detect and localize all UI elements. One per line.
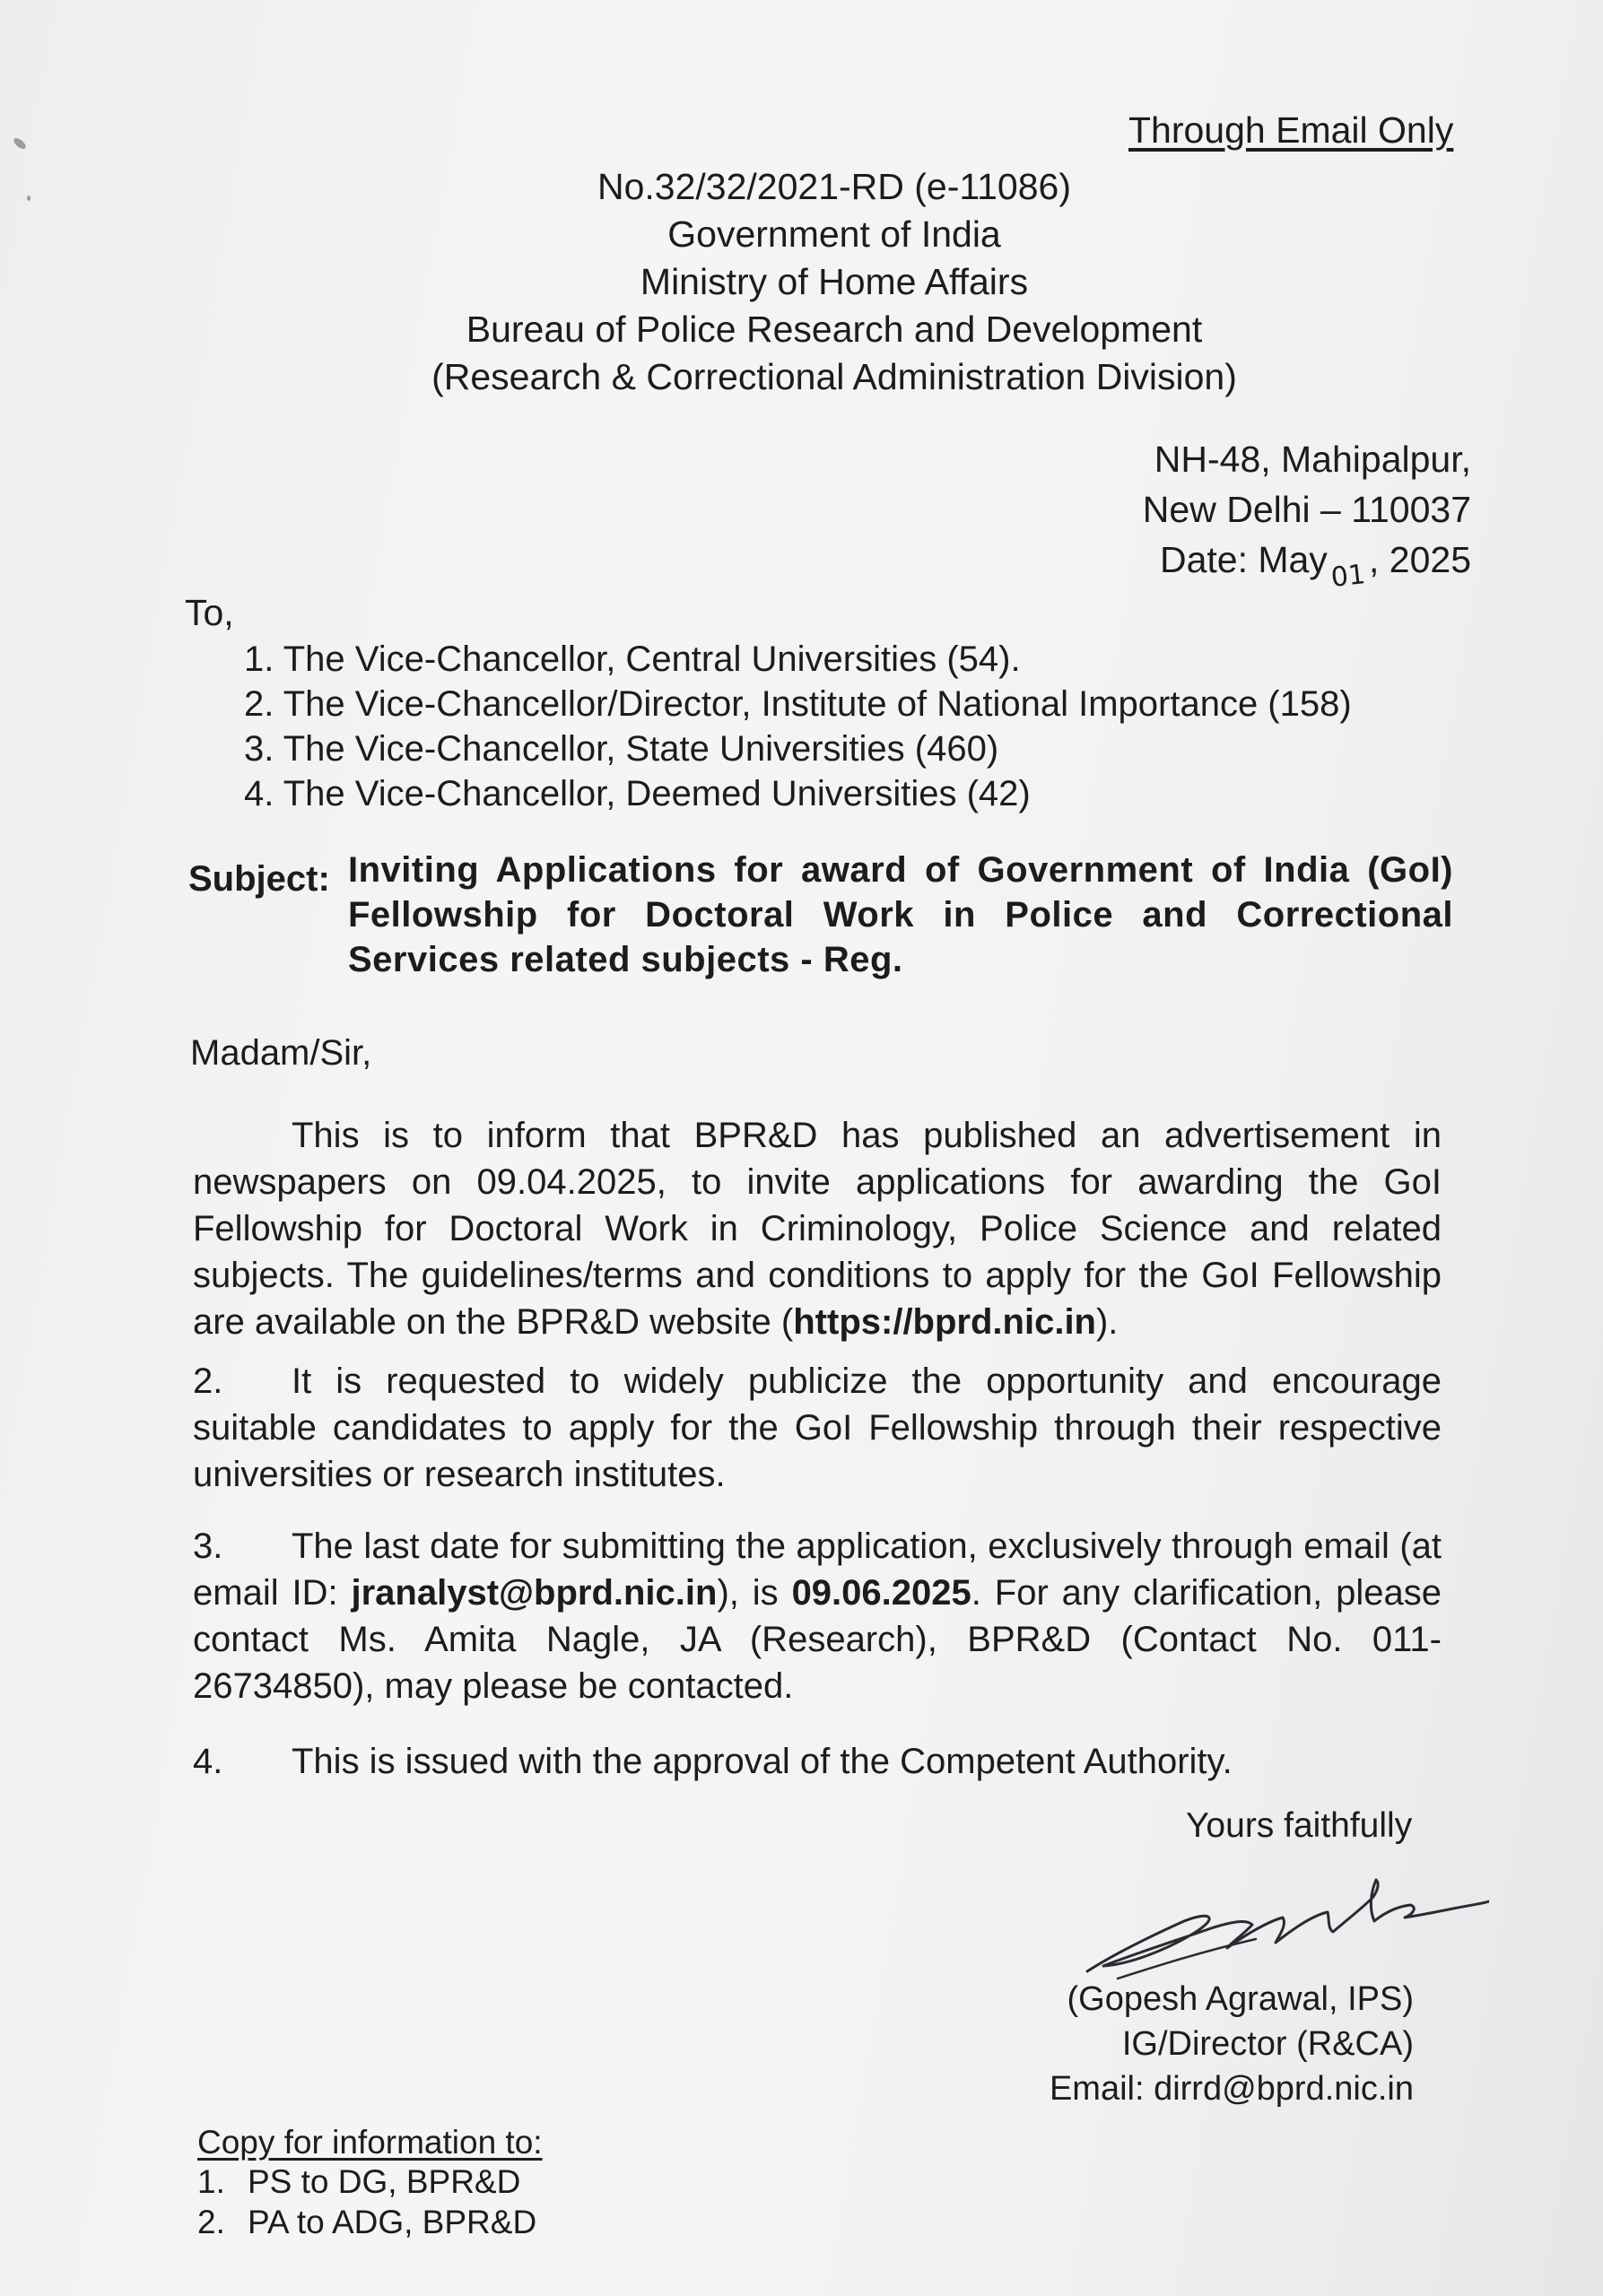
ministry-line: Ministry of Home Affairs (640, 261, 1029, 302)
file-number: No.32/32/2021-RD (e-11086) (597, 166, 1071, 207)
government-line: Government of India (667, 213, 1001, 255)
paragraph-3-text-b: ), is (717, 1573, 792, 1613)
last-date: 09.06.2025 (791, 1573, 971, 1613)
paragraph-1-text: This is to inform that BPR&D has published an advertisement in newspapers on 09.04.2025, to invite applications for awarding the GoI Fellowship for Doctoral Work in Criminology, Police Science and related subjects. The guidelines/terms and conditions to apply for the GoI Fellowship are available on the BPR&D website ( (193, 1116, 1442, 1342)
paragraph-number: 2. (193, 1361, 223, 1401)
recipient-item: 3. The Vice-Chancellor, State Universities (460) (244, 729, 999, 769)
paragraph-3 (193, 1523, 1442, 1709)
address-line-2: New Delhi – 110037 (1142, 489, 1471, 530)
paper-speck (12, 136, 27, 151)
paragraph-number: 3. (193, 1526, 223, 1566)
copy-item-text: PS to DG, BPR&D (248, 2163, 521, 2200)
paragraph-4-text: This is issued with the approval of the Competent Authority. (292, 1742, 1233, 1781)
recipient-list (244, 637, 1352, 816)
paragraph-4 (193, 1738, 1442, 1785)
to-label: To, (185, 592, 234, 633)
recipient-item: 1. The Vice-Chancellor, Central Universities (54). (244, 639, 1021, 679)
recipient-item: 2. The Vice-Chancellor/Director, Institute of National Importance (158) (244, 684, 1352, 724)
paragraph-3-text-c: . For any clarification, please contact Ms. Amita Nagle, JA (Research), BPR&D (Contact No. 011-26734850), may please be contacted. (193, 1573, 1442, 1706)
paragraph-2 (193, 1358, 1442, 1498)
through-email-notice: Through Email Only (1128, 109, 1454, 151)
copy-list (197, 2161, 536, 2242)
letter-date (1059, 535, 1471, 594)
website-link[interactable]: https://bprd.nic.in (793, 1302, 1096, 1342)
paper-speck (27, 196, 30, 201)
date-prefix: Date: May (1159, 539, 1328, 580)
copy-item (197, 2161, 536, 2202)
signatory-designation: IG/Director (R&CA) (1121, 2025, 1414, 2063)
division-line: (Research & Correctional Administration Division) (431, 356, 1237, 397)
date-suffix: , 2025 (1369, 539, 1471, 580)
paragraph-1-end: ). (1095, 1302, 1119, 1342)
paragraph-number: 4. (193, 1742, 223, 1781)
signatory-name: (Gopesh Agrawal, IPS) (1067, 1980, 1414, 2018)
subject-label: Subject: (188, 859, 330, 899)
handwritten-signature (1076, 1866, 1489, 1991)
recipient-item: 4. The Vice-Chancellor, Deemed Universities (42) (244, 774, 1031, 813)
copy-heading: Copy for information to: (197, 2124, 543, 2161)
copy-item-number: 1. (197, 2163, 225, 2200)
address-line-1: NH-48, Mahipalpur, (1154, 439, 1471, 480)
closing: Yours faithfully (1186, 1806, 1413, 1845)
paragraph-1 (193, 1112, 1442, 1345)
signatory-email[interactable]: Email: dirrd@bprd.nic.in (1049, 2070, 1414, 2108)
bureau-line: Bureau of Police Research and Development (466, 309, 1203, 350)
copy-item-number: 2. (197, 2204, 225, 2240)
copy-item-text: PA to ADG, BPR&D (248, 2204, 537, 2240)
salutation: Madam/Sir, (190, 1033, 372, 1073)
subject-text: Inviting Applications for award of Government of India (GoI) Fellowship for Doctoral Work in Police and Correctional Services related subjects - Reg. (348, 850, 1453, 979)
copy-item (197, 2202, 536, 2242)
paragraph-2-text: It is requested to widely publicize the opportunity and encourage suitable candidates to apply for the GoI Fellowship through their respective universities or research institutes. (193, 1361, 1442, 1494)
sender-address (1059, 434, 1471, 594)
paragraph-3-text-a: The last date for submitting the application, exclusively through email (at email ID: (193, 1526, 1442, 1613)
letterhead (377, 163, 1292, 401)
application-email-link[interactable]: jranalyst@bprd.nic.in (351, 1573, 718, 1613)
date-day-handwritten: 01 (1329, 559, 1367, 594)
signatory-block (1023, 1977, 1414, 2111)
